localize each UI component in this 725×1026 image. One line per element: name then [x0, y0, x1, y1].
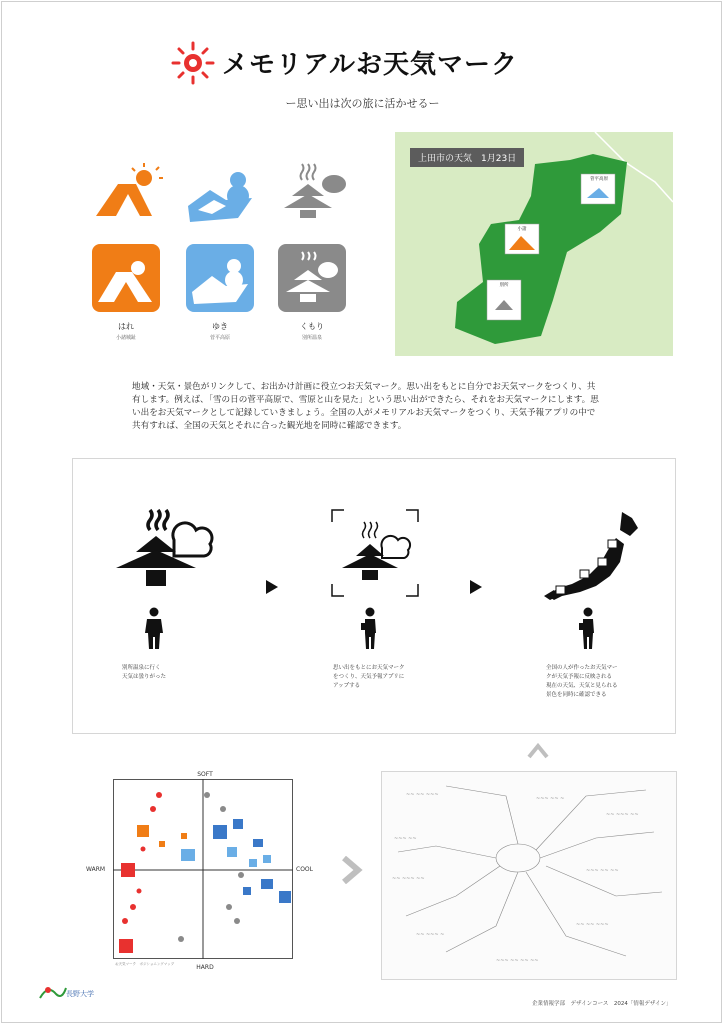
flow-arrow-icon: [266, 580, 278, 594]
icon-sub-cloudy: 別所温泉: [301, 335, 322, 341]
person-with-phone-icon: [360, 607, 380, 649]
university-logo-icon: [38, 984, 68, 1004]
axis-label-hard: HARD: [196, 964, 214, 971]
svg-text:~~~ ~~ ~~: ~~~ ~~ ~~: [586, 868, 619, 874]
japan-map-icon: [536, 508, 646, 604]
sunny-mark-tile-icon: [92, 244, 160, 312]
icon-sub-sunny: 小諸城趾: [115, 335, 136, 341]
person-icon: [144, 607, 164, 649]
cloudy-mark-tile-icon: [278, 244, 346, 312]
svg-text:~~ ~~ ~~~: ~~ ~~ ~~~: [406, 792, 439, 798]
map-pin-komoro: 小諸: [517, 227, 527, 232]
step-caption-3: 全国の人が作ったお天気マー クが天気予報に反映される 現在の天気、天気と見られる 景色を同時に確認できる: [546, 665, 618, 698]
svg-text:~~~ ~~ ~: ~~~ ~~ ~: [536, 796, 565, 802]
footer-credit: 企業情報学部 デザインコース 2024「情報デザイン」: [532, 1001, 672, 1007]
step-caption-1: 別所温泉に行く 天気は曇りがった: [122, 665, 167, 680]
chart-note: お天気マーク ポジショニングマップ: [115, 962, 175, 966]
svg-text:~~~ ~~ ~~ ~~: ~~~ ~~ ~~ ~~: [496, 958, 539, 964]
icon-label-sunny: はれ: [118, 322, 134, 331]
axis-label-soft: SOFT: [197, 771, 213, 778]
axis-label-cool: COOL: [296, 866, 313, 873]
snow-mark-outline-icon: [186, 160, 258, 224]
axis-label-warm: WARM: [86, 866, 106, 873]
sunny-mark-outline-icon: [92, 160, 164, 224]
page-subtitle: ー思い出は次の旅に活かせるー: [285, 97, 440, 110]
concept-description: 地域・天気・景色がリンクして、お出かけ計画に役立つお天気マーク。思い出をもとに自分でお天気マークをつくり、共有します。例えば、「雪の日の菅平高原で、雪原と山を見た」という思い出ができたら、それをお天気マークにします。思い出をお天気マークとして記録していきましょう。全国の人がメモリアルお天気マークをつくり、天気予報アプリの中で共有すれば、全国の天気とそれに合った観光地を同時に確認できます。: [132, 382, 599, 431]
page-title: メモリアルお天気マーク: [222, 50, 518, 80]
icon-label-snow: ゆき: [212, 322, 228, 331]
step-caption-2: 思い出をもとにお天気マーク をつくり、天気予報アプリに アップする: [333, 665, 405, 689]
cloudy-mark-outline-icon: [278, 160, 350, 224]
onsen-weather-mark-icon: [116, 506, 216, 588]
svg-text:~~ ~~~ ~: ~~ ~~~ ~: [416, 932, 445, 938]
svg-text:~~~ ~~: ~~~ ~~: [394, 836, 417, 842]
map-pin-sugadaira: 菅平高原: [590, 177, 608, 182]
university-name: 長野大学: [66, 990, 94, 998]
mark-upload-frame: [330, 508, 420, 598]
icon-label-cloudy: くもり: [300, 322, 324, 331]
icon-sub-snow: 菅平高原: [209, 335, 230, 341]
chevron-up-icon: [527, 740, 549, 760]
map-title: 上田市の天気 1月23日: [410, 148, 524, 167]
flow-arrow-icon: [470, 580, 482, 594]
map-pin-bessho: 別所: [499, 283, 509, 288]
svg-text:~~ ~~ ~~~: ~~ ~~ ~~~: [576, 922, 609, 928]
mind-map-sketch: [386, 776, 672, 975]
positioning-map: [113, 779, 293, 959]
svg-text:~~ ~~~ ~~: ~~ ~~~ ~~: [606, 812, 639, 818]
person-with-phone-icon: [578, 607, 598, 649]
snow-mark-tile-icon: [186, 244, 254, 312]
sun-logo-icon: [170, 40, 216, 86]
chevron-right-icon: [340, 856, 364, 884]
svg-text:~~ ~~~ ~~: ~~ ~~~ ~~: [392, 876, 425, 882]
